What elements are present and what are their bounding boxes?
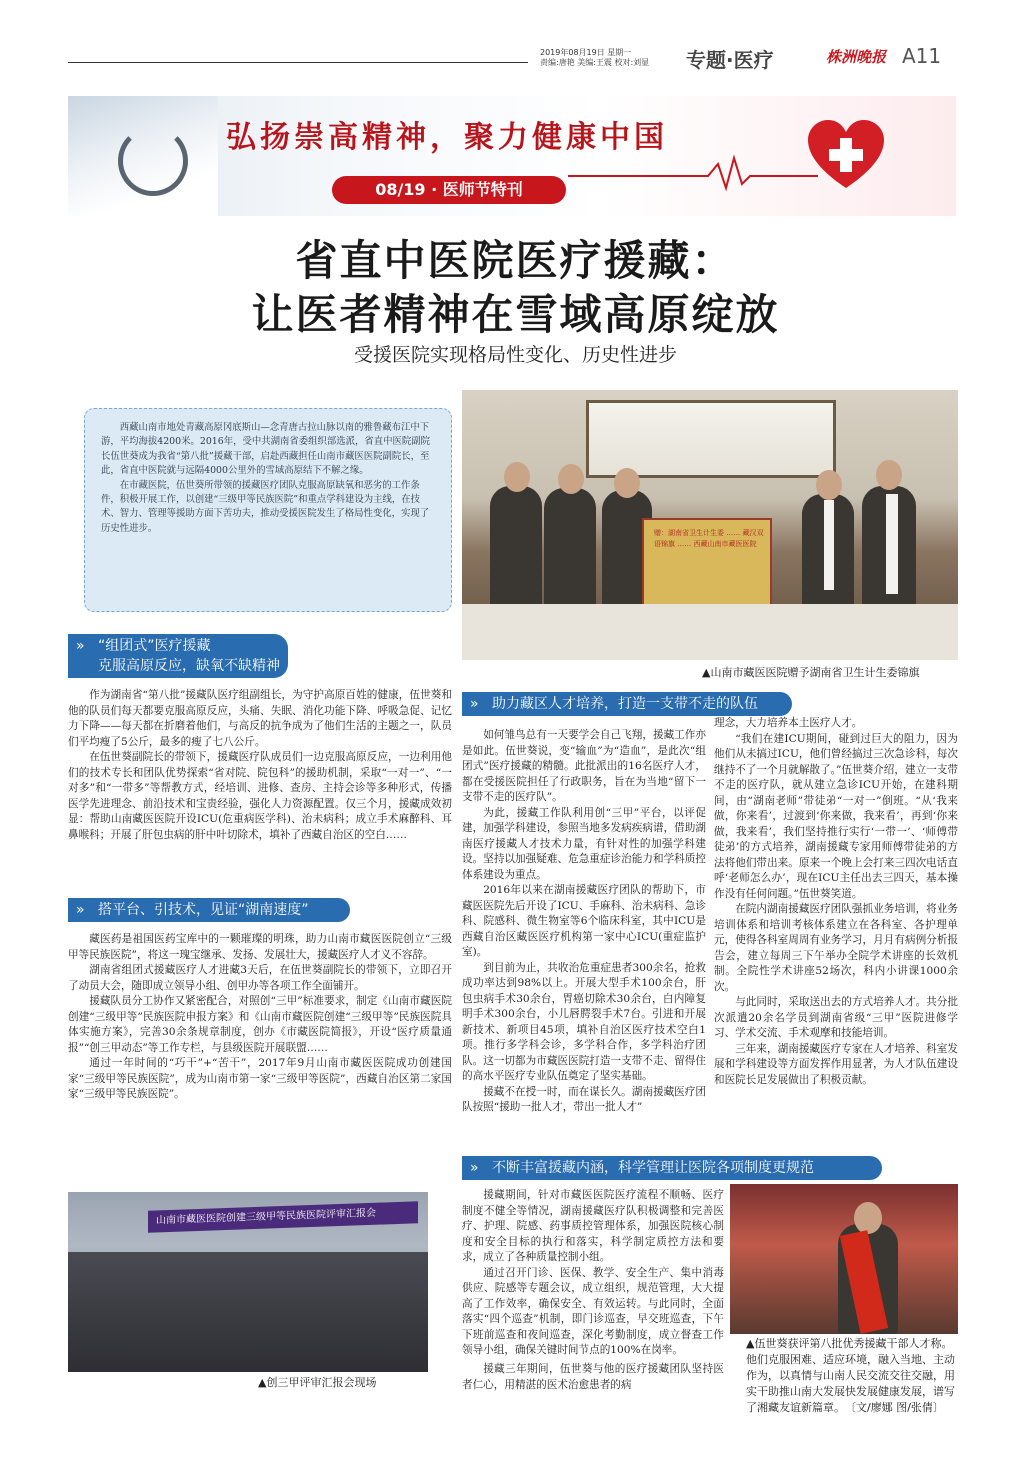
headline-line-2: 让医者精神在雪域高原绽放 xyxy=(251,290,780,339)
article-column xyxy=(68,932,452,1103)
article-paragraph: 援藏期间，针对市藏医医院医疗流程不顺畅、医疗制度不健全等情况，湖南援藏医疗队积极调整和完善医疗、护理、院感、药事质控管理体系，加强医院核心制度和安全目标的执行和落实，科学制定质控方法和要求，成立了各种质量控制小组。 xyxy=(462,1189,724,1263)
special-issue-badge: 08/19 · 医师节特刊 xyxy=(332,176,566,204)
article-paragraph: 援藏不在授一时，而在谋长久。湖南援藏医疗团队按照“援助一批人才，带出一批人才” xyxy=(462,1085,706,1113)
section-header-3 xyxy=(462,692,792,716)
article-paragraph: 在伍世葵副院长的带领下，援藏医疗队成员们一边克服高原反应，一边利用他们的技术专长和团队优势探索“省对院、院包科”的援助机制，采取“一对一”、“一对多”和“一带多”等帮教方式，经培训、进修、查房、主持会诊等多种形式，传播医学先进理念、前沿技术和宝贵经验，强化人力资源配置。仅三个月，援藏成效初显：帮助山南藏医医院开设ICU(危重病医学科)、治未病科；成立手术麻醉科、耳鼻喉科；开展了肝包虫病的肝中叶切除术，填补了西藏自治区的空白…… xyxy=(68,751,452,841)
section-title: 助力藏区人才培养，打造一支带不走的队伍 xyxy=(492,696,758,712)
khata-scarf xyxy=(886,494,898,594)
article-paragraph: 理念，大力培养本土医疗人才。 xyxy=(714,717,863,729)
section-name: 专题·医疗 xyxy=(686,48,774,72)
photo-caption: ▲伍世葵获评第八批优秀援藏干部人才称。他们克服困难、适应环境，融入当地、主动作为，以真情与山南人民交流交往交融，用实干助推山南大发展快发展健康发展，谱写了湘藏友谊新篇章。 〔文/廖娜 图/张倩〕 xyxy=(746,1337,955,1414)
article-column xyxy=(462,1362,724,1393)
article-paragraph: 2016年以来在湖南援藏医疗团队的帮助下，市藏医医院先后开设了ICU、手麻科、治未病科、急诊科、院感科、微生物室等6个临床科室，其中ICU是西藏自治区藏医医疗机构第一家中心ICU(重症监护室)。 xyxy=(462,884,706,958)
header-date: 2019年08月19日 星期一 xyxy=(540,48,632,57)
banner-presentation-photo xyxy=(462,390,958,660)
article-paragraph: 湖南省组团式援藏医疗人才进藏3天后，在伍世葵副院长的带领下，立即召开了动员大会，随即成立领导小组、创甲办等各项工作全面铺开。 xyxy=(68,964,452,992)
award-photo xyxy=(730,1184,958,1334)
article-paragraph: 为此，援藏工作队利用创“三甲”平台，以评促建，加强学科建设，参照当地多发病疾病谱，借助湖南医疗援藏人才技术力量，有针对性的加强学科建设。坚持以加强疑难、危急重症诊治能力和学科质控体系建设为重点。 xyxy=(462,806,706,881)
chevron-right-icon: » xyxy=(76,638,85,654)
person-head xyxy=(504,462,530,492)
headline-line-1: 省直中医院医疗援藏： xyxy=(295,236,736,285)
headline-subtitle: 受援医院实现格局性变化、历史性进步 xyxy=(353,344,677,366)
person-head xyxy=(558,464,584,494)
article-paragraph: 藏医药是祖国医药宝库中的一颗璀璨的明珠，助力山南市藏医医院创立“三级甲等民族医院”，将这一瑰宝继承、发扬、发展壮大，援藏医疗人才义不容辞。 xyxy=(68,933,452,961)
photo-caption: ▲山南市藏医医院赠予湖南省卫生计生委锦旗 xyxy=(702,666,920,679)
article-paragraph: 如何雏鸟总有一天要学会自己飞翔，援藏工作亦是如此。伍世葵说，变“输血”为“造血”，是此次“组团式”医疗援藏的精髓。此批派出的16名医疗人才，都在受援医院担任了行政职务，旨在为当地“留下一支带不走的医疗队”。 xyxy=(462,729,706,803)
section-header-4 xyxy=(462,1156,882,1180)
person-head xyxy=(614,468,640,498)
silk-banner-text: 赠：湖南省卫生计生委 …… 藏汉双语锦旗 …… 西藏山南市藏医医院 xyxy=(654,529,764,548)
section-header-1 xyxy=(68,634,288,678)
khata-scarf xyxy=(824,500,834,590)
section-title: 搭平台、引技术，见证“湖南速度” xyxy=(98,902,309,918)
chevron-right-icon: » xyxy=(76,902,85,918)
banner-slogan: 弘扬崇高精神，聚力健康中国 xyxy=(226,120,668,155)
article-paragraph: 通过召开门诊、医保、教学、安全生产、集中消毒供应、院感等专题会议，成立组织，规范管理，大大提高了工作效率，确保安全、有效运转。与此同时，全面落实“四个巡查”机制，即门诊巡查，早交班巡查，下午下班前巡查和夜间巡查，深化考勤制度，成立督查工作领导小组，确保关键时间节点的100%在岗率。 xyxy=(462,1266,724,1356)
person-figure xyxy=(490,486,542,616)
article-column xyxy=(462,728,706,1116)
article-column xyxy=(714,716,958,1088)
article-column xyxy=(462,1188,724,1359)
article-paragraph: 通过一年时间的“巧干”+“苦干”，2017年9月山南市藏医医院成功创建国家“三级甲等民族医院”，成为山南市第一家“三级甲等医院”，西藏自治区第二家国家“三级甲等民族医院”。 xyxy=(68,1057,452,1100)
section-header-2 xyxy=(68,898,350,922)
person-head xyxy=(854,1202,882,1234)
chevron-right-icon: » xyxy=(470,1160,479,1176)
landscape-painting xyxy=(586,400,836,478)
meeting-table xyxy=(462,604,958,660)
heart-cross-icon xyxy=(806,116,886,196)
section-title: 克服高原反应，缺氧不缺精神 xyxy=(98,658,280,674)
meeting-banner-text: 山南市藏医医院创建三级甲等民族医院评审汇报会 xyxy=(148,1201,418,1232)
article-paragraph: 到目前为止，共收治危重症患者300余名，抢救成功率达到98%以上。开展大型手术100余台，肝包虫病手术30余台，胃癌切除术30余台，白内障复明手术300余台，小儿唇腭裂手术7台。引进和开展新技术、新项目45项，填补自治区医疗技术空白1项。推行多学科会诊，多学科合作，多学科治疗团队。这一切都为市藏医医院打造一支带不走、留得住的高水平医疗专业队伍奠定了坚实基础。 xyxy=(462,961,706,1082)
newspaper-logo: 株洲晚报 xyxy=(826,48,887,66)
intro-paragraph: 在市藏医院，伍世葵所带领的援藏医疗团队克服高原缺氧和恶劣的工作条件，积极开展工作，以创建“三级甲等民族医院”和重点学科建设为主线，在技术、智力、管理等援助方面下苦功夫，推动受援医院发生了格局性变化，实现了历史性进步。 xyxy=(101,479,430,534)
article-paragraph: 作为湖南省“第八批”援藏队医疗组副组长，为守护高原百姓的健康，伍世葵和他的队员们每天都要克服高原反应，头痛、失眠、消化功能下降、呼吸急促、记忆力下降——每天都在折磨着他们，与高反的抗争成为了他们生活的主题之一，队员们平均瘦了5公斤，最多的瘦了七八公斤。 xyxy=(68,689,452,748)
person-figure xyxy=(544,488,596,616)
intro-paragraph: 西藏山南市地处青藏高原冈底斯山—念青唐古拉山脉以南的雅鲁藏布江中下游，平均海拔4200米。2016年，受中共湖南省委组织部选派，省直中医院副院长伍世葵成为我省“第八批”援藏干部，启赴西藏担任山南市藏医医院副院长，至此，省直中医院就与远隔4000公里外的雪域高原结下不解之缘。 xyxy=(101,422,430,477)
stethoscope-icon xyxy=(118,126,188,196)
person-head xyxy=(876,460,902,490)
article-paragraph: 援藏队员分工协作又紧密配合，对照创“三甲”标准要求，制定《山南市藏医院创建“三级甲等”民族医院申报方案》和《山南市藏医院创建“三级甲等”民族医院具体实施方案》，完善30余条规章制度，创办《市藏医院简报》，开设“医疗质量通报”“创三甲动态”等工作专栏，与县级医院开展联盟…… xyxy=(68,995,452,1054)
header-editors: 责编:唐艳 美编:王震 校对:刘显 xyxy=(540,58,650,67)
intro-box xyxy=(84,408,452,612)
header-rule xyxy=(68,62,528,63)
article-paragraph: 三年来，湖南援藏医疗专家在人才培养、科室发展和学科建设等方面发挥作用显著，为人才队伍建设和医院长足发展做出了积极贡献。 xyxy=(714,1042,958,1086)
article-paragraph: 在院内湖南援藏医疗团队强抓业务培训，将业务培训体系和培训考核体系建立在各科室、各护理单元，使得各科室周周有业务学习，月月有病例分析报告会，建立每周三下午举办全院学术讲座的长效机制。全院性学术讲座52场次，科内小讲课1000余次。 xyxy=(714,903,958,993)
article-column xyxy=(68,688,452,843)
page-number: A11 xyxy=(902,44,942,68)
heartbeat-line-icon xyxy=(568,154,818,194)
section-title: 不断丰富援藏内涵，科学管理让医院各项制度更规范 xyxy=(492,1160,814,1176)
silk-banner xyxy=(642,518,772,606)
header-meta xyxy=(540,48,680,68)
chevron-right-icon: » xyxy=(470,696,479,712)
section-title: “组团式”医疗援藏 xyxy=(98,638,211,654)
audience-area xyxy=(68,1252,428,1372)
article-paragraph: 与此同时，采取送出去的方式培养人才。共分批次派遣20余名学员到湖南省级“三甲”医院进修学习、学术交流、手术观摩和技能培训。 xyxy=(714,996,958,1039)
article-paragraph: “我们在建ICU期间，碰到过巨大的阻力，因为他们从未搞过ICU，他们曾经搞过三次急诊科，每次继持不了一个月就解散了。”伍世葵介绍，建立一支带不走的医疗队，就从建立急诊ICU开始，在建科期间，由“湖南老师”带徒弟“一对一”倒班。“从‘我来做，你来看’，过渡到‘你来做，我来看’，再到‘你来做，我来看’，我们坚持推行实行‘一带一’、‘师傅带徒弟’的方式培养，湖南援藏专家用师傅带徒弟的方法将他们带出来。原来一个晚上会打来三四次电话直呼‘老师怎么办’，现在ICU主任出去三四天，基本操作没有任何问题。”伍世葵笑道。 xyxy=(714,732,958,900)
article-paragraph: 援藏三年期间，伍世葵与他的医疗援藏团队坚持医者仁心，用精湛的医术治愈患者的病 xyxy=(462,1363,724,1391)
festival-banner xyxy=(68,96,956,216)
photo-caption: ▲创三甲评审汇报会现场 xyxy=(258,1376,377,1389)
person-head xyxy=(816,470,842,500)
review-meeting-photo xyxy=(68,1192,428,1372)
